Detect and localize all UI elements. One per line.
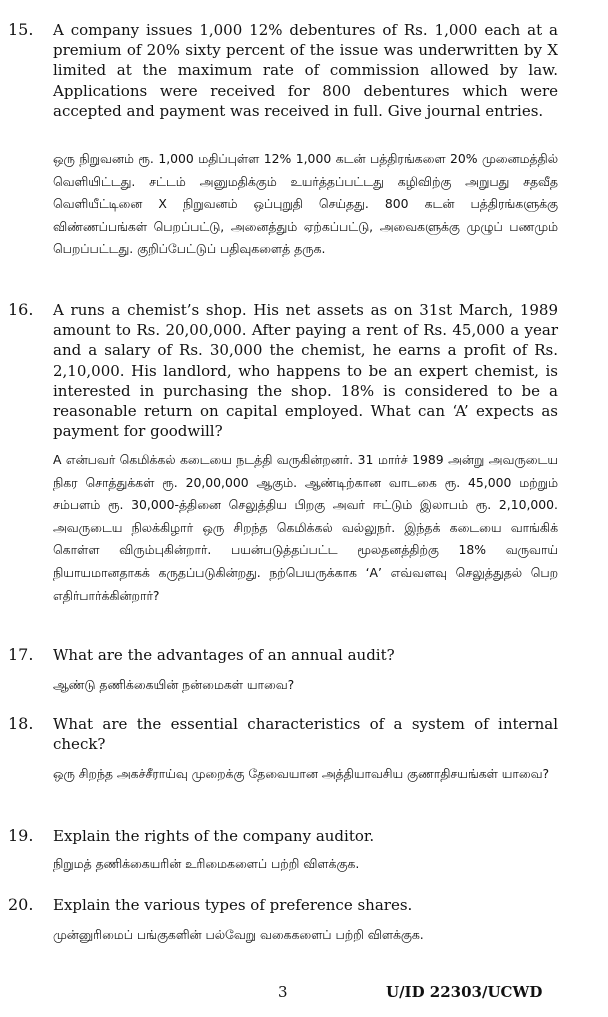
question-text-tamil: ஒரு நிறுவனம் ரூ. 1,000 மதிப்புள்ள 12% 1,000 கடன் பத்திரங்களை 20% முனைமத்தில் வெளியிட்டது. சட்டம் அனுமதிக்கும் உயர்த்தப்பட்டது கழிவிற்கு அறுபது சதவீத வெளியீட்டினை X நிறுவனம் ஒப்புறுதி செய்தது. 800 கடன் பத்திரங்களுக்கு விண்ணப்பங்கள் பெறப்பட்டு, அனைத்தும் ஏற்கப்பட்டு, அவைகளுக்கு முழுப் பணமும் பெறப்பட்டது. குறிப்பேட்டுப் பதிவுகளைத் தருக. [53,151,558,257]
question-text-tamil: A என்பவர் கெமிக்கல் கடையை நடத்தி வருகின்றனர். 31 மார்ச் 1989 அன்று அவருடைய நிகர சொத்துக்கள் ரூ. 20,00,000 ஆகும். ஆண்டிற்கான வாடகை ரூ. 45,000 மற்றும் சம்பளம் ரூ. 30,000-த்தினை செலுத்திய பிறகு அவர் ஈட்டும் இலாபம் ரூ. 2,10,000. அவருடைய நிலக்கிழார் ஒரு சிறந்த கெமிக்கல் வல்லுநர். இந்தக் கடையை வாங்கிக் கொள்ள விரும்புகின்றார். பயன்படுத்தப்பட்ட மூலதனத்திற்கு 18% வருவாய் நியாயமானதாகக் கருதப்படுகின்றது. நற்பெயருக்காக ‘A’ எவ்வளவு செலுத்துதல் பெற எதிர்பார்க்கின்றார்? [53,452,558,603]
question-text-english: Explain the various types of preference shares. [53,896,413,914]
question-text-english: What are the advantages of an annual audit? [53,646,395,664]
question-text-tamil: முன்னுரிமைப் பங்குகளின் பல்வேறு வகைகளைப் பற்றி விளக்குக. [53,927,424,942]
question-text-english: Explain the rights of the company auditor. [53,827,375,845]
question-text-tamil: ஒரு சிறந்த அகச்சீராய்வு முறைக்கு தேவையான அத்தியாவசிய குணாதிசயங்கள் யாவை? [53,766,550,781]
question-number: 17. [8,645,34,664]
question-number: 20. [8,895,34,914]
question-text-english: What are the essential characteristics of a system of internal check? [53,715,558,754]
question-number: 15. [8,20,34,39]
question-number: 19. [8,826,34,845]
question-text-tamil: நிறுமத் தணிக்கையரின் உரிமைகளைப் பற்றி விளக்குக. [53,856,360,871]
paper-code: U/ID 22303/UCWD [386,983,543,1001]
question-text-english: A company issues 1,000 12% debentures of Rs. 1,000 each at a premium of 20% sixty percent of the issue was underwritten by X limited at the maximum rate of commission allowed by law. Applications were received for 800 debentures which were accepted and payment was received in full. Give journal entries. [53,21,558,120]
question-number: 16. [8,300,34,319]
page-number: 3 [278,983,288,1001]
question-text-english: A runs a chemist’s shop. His net assets as on 31st March, 1989 amount to Rs. 20,00,000. After paying a rent of Rs. 45,000 a year and a salary of Rs. 30,000 the chemist, he earns a profit of Rs. 2,10,000. His landlord, who happens to be an expert chemist, is interested in purchasing the shop. 18% is considered to be a reasonable return on capital employed. What can ‘A’ expects as payment for goodwill? [53,301,558,441]
question-number: 18. [8,714,34,733]
question-text-tamil: ஆண்டு தணிக்கையின் நன்மைகள் யாவை? [53,677,295,692]
